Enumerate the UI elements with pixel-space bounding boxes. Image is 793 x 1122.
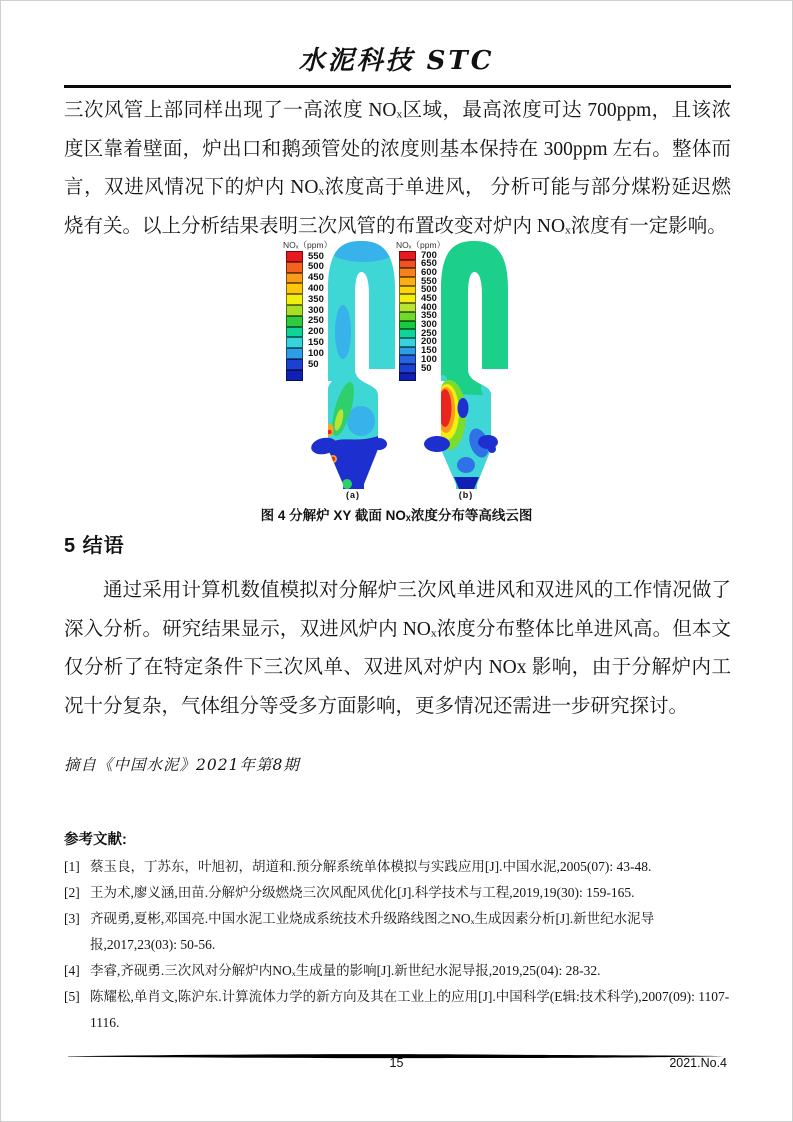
- reference-text: 蔡玉良，丁苏东，叶旭初，胡道和.预分解系统单体模拟与实践应用[J].中国水泥,2005(07): 43-48.: [90, 859, 652, 874]
- contour-plot-b: [396, 237, 517, 505]
- colorbar-tick-label: 700: [421, 249, 437, 261]
- references-heading: 参考文献:: [64, 832, 127, 848]
- colorbar-a-title: NOₓ（ppm）: [283, 240, 333, 250]
- colorbar-tick-label: 50: [421, 362, 432, 374]
- reference-item: [64, 854, 731, 880]
- section-heading: 5 结语: [64, 535, 125, 557]
- reference-marker: [5]: [64, 989, 80, 1004]
- colorbar-tick-label: 650: [421, 258, 437, 270]
- reference-item: [64, 984, 731, 1036]
- colorbar-tick-label: 200: [421, 336, 437, 348]
- colorbar-tick-label: 450: [308, 272, 324, 284]
- reference-item: [64, 958, 731, 984]
- colorbar-b-title: NOₓ（ppm）: [396, 240, 446, 250]
- colorbar-tick-label: 300: [308, 304, 324, 316]
- colorbar-tick-label: 600: [421, 266, 437, 278]
- colorbar-tick-label: 300: [421, 319, 437, 331]
- colorbar-tick-label: 350: [421, 310, 437, 322]
- colorbar-tick-label: 550: [421, 275, 437, 287]
- figure-caption: 图 4 分解炉 XY 截面 NOₓ浓度分布等高线云图: [260, 508, 533, 523]
- reference-text: 齐砚勇,夏彬,邓国亮.中国水泥工业烧成系统技术升级路线图之NOₓ生成因素分析[J].新世纪水泥导报,2017,23(03): 50-56.: [90, 911, 655, 952]
- colorbar-tick-label: 350: [308, 293, 324, 305]
- colorbar-tick-label: 500: [308, 261, 324, 273]
- colorbar-tick-label: 400: [421, 301, 437, 313]
- colorbar-tick-label: 450: [421, 293, 437, 305]
- calciner-contour-b: [396, 237, 517, 505]
- colorbar-tick-label: 50: [308, 358, 319, 370]
- reference-text: 王为术,廖义涵,田苗.分解炉分级燃烧三次风配风优化[J].科学技术与工程,2019,19(30): 159-165.: [90, 885, 635, 900]
- footer-issue-label: 2021.No.4: [669, 1056, 727, 1070]
- reference-text: 陈耀松,单肖文,陈沪东.计算流体力学的新方向及其在工业上的应用[J].中国科学(E辑:技术科学),2007(09): 1107-1116.: [90, 989, 730, 1030]
- colorbar-tick-label: 100: [421, 353, 437, 365]
- reference-text: 李睿,齐砚勇.三次风对分解炉内NOₓ生成量的影响[J].新世纪水泥导报,2019,25(04): 28-32.: [90, 963, 601, 978]
- panel-label-a: (a): [346, 490, 360, 500]
- colorbar-tick-label: 400: [308, 283, 324, 295]
- references-list: [64, 854, 731, 1036]
- footer-rule: [66, 1047, 726, 1054]
- reference-marker: [2]: [64, 885, 80, 900]
- colorbar-tick-label: 100: [308, 347, 324, 359]
- colorbar-tick-label: 550: [308, 250, 324, 262]
- reference-marker: [4]: [64, 963, 80, 978]
- header-rule: [64, 85, 731, 88]
- panel-label-b: (b): [458, 490, 474, 500]
- reference-item: [64, 880, 731, 906]
- body-paragraph-2: 通过采用计算机数值模拟对分解炉三次风单进风和双进风的工作情况做了深入分析。研究结果显示，双进风炉内 NOₓ浓度分布整体比单进风高。但本文仅分析了在特定条件下三次风单、双进风对炉内 NOx 影响，由于分解炉内工况十分复杂，气体组分等受多方面影响，更多情况还需进一步研究探讨。: [64, 580, 731, 717]
- colorbar-tick-label: 150: [421, 345, 437, 357]
- reference-marker: [3]: [64, 911, 80, 926]
- calciner-contour-a: [283, 237, 404, 505]
- reference-marker: [1]: [64, 859, 80, 874]
- colorbar-tick-label: 150: [308, 337, 324, 349]
- body-paragraph-1: 三次风管上部同样出现了一高浓度 NOₓ区域，最高浓度可达 700ppm，且该浓度区靠着壁面，炉出口和鹅颈管处的浓度则基本保持在 300ppm 左右。整体而言，双进风情况下的炉内 NOₓ浓度高于单进风， 分析可能与部分煤粉延迟燃烧有关。以上分析结果表明三次风管的布置改变对炉内 NOₓ浓度有一定影响。: [64, 100, 731, 237]
- footer-page-number: 15: [389, 1056, 404, 1070]
- colorbar-tick-label: 200: [308, 326, 324, 338]
- page-header-title: 水泥科技 STC: [298, 46, 495, 76]
- contour-plot-a: [283, 237, 404, 505]
- colorbar-tick-label: 500: [421, 284, 437, 296]
- source-note: 摘自《中国水泥》2021年第8期: [64, 756, 300, 774]
- colorbar-tick-label: 250: [421, 327, 437, 339]
- reference-item: [64, 906, 731, 958]
- figure-4-contour-plots: [283, 237, 517, 505]
- colorbar-tick-label: 250: [308, 315, 324, 327]
